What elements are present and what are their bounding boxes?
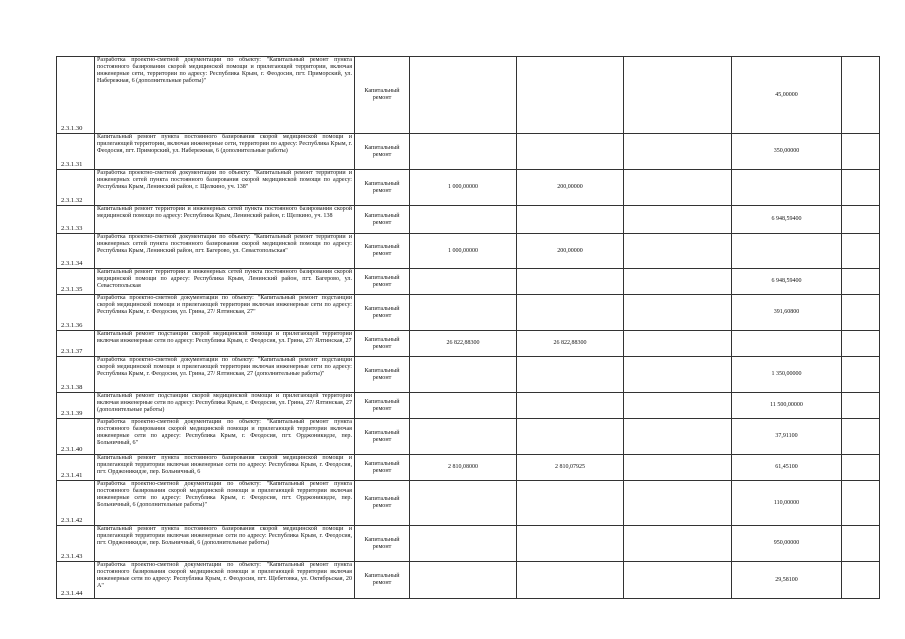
row-value-3 bbox=[624, 269, 732, 295]
row-description: Капитальный ремонт подстанции скорой медицинской помощи и прилегающей территории включая инженерные сети по адресу: Республика Крым, г. Феодосия, ул. Грина, 27/ Ялтинская, 27 bbox=[95, 331, 355, 357]
row-number: 2.3.1.36 bbox=[57, 295, 95, 331]
row-value-1 bbox=[410, 481, 517, 526]
row-value-3 bbox=[624, 393, 732, 419]
table-row bbox=[57, 562, 880, 599]
row-number: 2.3.1.41 bbox=[57, 455, 95, 481]
row-value-3 bbox=[624, 562, 732, 599]
row-description: Разработка проектно-сметной документации по объекту: "Капитальный ремонт подстанции скорой медицинской помощи и прилегающей территории включая инженерные сети по адресу: Республика Крым, г. Феодосия, ул. Грина, 27/ Ялтинская, 27 (дополнительные работы)" bbox=[95, 357, 355, 393]
table-row bbox=[57, 57, 880, 134]
row-work-type: Капитальный ремонт bbox=[355, 206, 410, 234]
row-value-2 bbox=[517, 481, 624, 526]
row-work-type: Капитальный ремонт bbox=[355, 170, 410, 206]
row-value-5 bbox=[842, 170, 880, 206]
table-row bbox=[57, 206, 880, 234]
row-value-3 bbox=[624, 357, 732, 393]
row-value-3 bbox=[624, 206, 732, 234]
row-value-4: 391,60800 bbox=[732, 295, 842, 331]
table-row bbox=[57, 357, 880, 393]
row-number: 2.3.1.30 bbox=[57, 57, 95, 134]
row-value-2 bbox=[517, 562, 624, 599]
row-value-4 bbox=[732, 234, 842, 269]
row-value-1: 1 000,00000 bbox=[410, 234, 517, 269]
row-value-2 bbox=[517, 393, 624, 419]
row-value-4 bbox=[732, 170, 842, 206]
row-value-1 bbox=[410, 562, 517, 599]
row-value-5 bbox=[842, 331, 880, 357]
row-value-3 bbox=[624, 134, 732, 170]
row-value-5 bbox=[842, 562, 880, 599]
row-value-5 bbox=[842, 234, 880, 269]
row-value-5 bbox=[842, 455, 880, 481]
row-description: Капитальный ремонт пункта постоянного базирования скорой медицинской помощи и прилегающей территории, включая инженерные сети, территории по адресу: Республика Крым, г. Феодосия, пгт. Приморский, ул. Набережная, 6 (дополнительные работы) bbox=[95, 134, 355, 170]
row-number: 2.3.1.34 bbox=[57, 234, 95, 269]
row-value-1 bbox=[410, 206, 517, 234]
row-value-2 bbox=[517, 206, 624, 234]
row-value-2: 200,00000 bbox=[517, 170, 624, 206]
row-value-4: 45,00000 bbox=[732, 57, 842, 134]
row-number: 2.3.1.40 bbox=[57, 419, 95, 455]
row-description: Капитальный ремонт подстанции скорой медицинской помощи и прилегающей территории включая инженерные сети по адресу: Республика Крым, г. Феодосия, ул. Грина, 27/ Ялтинская, 27 (дополнительные работы) bbox=[95, 393, 355, 419]
row-value-5 bbox=[842, 134, 880, 170]
row-number: 2.3.1.31 bbox=[57, 134, 95, 170]
row-value-1 bbox=[410, 134, 517, 170]
row-value-2 bbox=[517, 57, 624, 134]
row-work-type: Капитальный ремонт bbox=[355, 234, 410, 269]
row-description: Разработка проектно-сметной документации по объекту: "Капитальный ремонт подстанции скорой медицинской помощи и прилегающей территории включая инженерные сети по адресу: Республика Крым, г. Феодосия, ул. Грина, 27/ Ялтинская, 27" bbox=[95, 295, 355, 331]
table-row bbox=[57, 170, 880, 206]
row-value-1 bbox=[410, 57, 517, 134]
row-description: Разработка проектно-сметной документации по объекту: "Капитальный ремонт пункта постоянного базирования скорой медицинской помощи и прилегающей территории включая инженерные сети по адресу: Республика Крым, г. Феодосия, пгт. Орджоникидзе, пер. Больничный, 6 (дополнительные работы)" bbox=[95, 481, 355, 526]
row-value-2 bbox=[517, 419, 624, 455]
row-value-3 bbox=[624, 455, 732, 481]
row-work-type: Капитальный ремонт bbox=[355, 562, 410, 599]
row-value-5 bbox=[842, 419, 880, 455]
table-row bbox=[57, 295, 880, 331]
row-value-1 bbox=[410, 357, 517, 393]
row-value-5 bbox=[842, 206, 880, 234]
row-value-2 bbox=[517, 526, 624, 562]
row-value-3 bbox=[624, 419, 732, 455]
row-value-3 bbox=[624, 57, 732, 134]
row-value-3 bbox=[624, 170, 732, 206]
row-value-1 bbox=[410, 419, 517, 455]
table-row bbox=[57, 134, 880, 170]
row-number: 2.3.1.42 bbox=[57, 481, 95, 526]
row-number: 2.3.1.35 bbox=[57, 269, 95, 295]
table-row bbox=[57, 526, 880, 562]
table-row bbox=[57, 481, 880, 526]
row-value-5 bbox=[842, 295, 880, 331]
table-row bbox=[57, 234, 880, 269]
budget-table bbox=[56, 56, 880, 599]
row-description: Разработка проектно-сметной документации по объекту: "Капитальный ремонт пункта постоянного базирования скорой медицинской помощи и прилегающей территории включая инженерные сети по адресу: Республика Крым, г. Феодосия, пгт. Щебетовка, ул. Октябрьская, 20 А" bbox=[95, 562, 355, 599]
table-row bbox=[57, 331, 880, 357]
row-number: 2.3.1.44 bbox=[57, 562, 95, 599]
row-value-2: 2 810,07925 bbox=[517, 455, 624, 481]
row-value-1: 26 822,88300 bbox=[410, 331, 517, 357]
row-value-3 bbox=[624, 295, 732, 331]
row-value-4 bbox=[732, 331, 842, 357]
row-value-2 bbox=[517, 357, 624, 393]
row-value-4: 6 948,59400 bbox=[732, 206, 842, 234]
row-work-type: Капитальный ремонт bbox=[355, 269, 410, 295]
row-value-3 bbox=[624, 234, 732, 269]
row-value-2: 200,00000 bbox=[517, 234, 624, 269]
row-work-type: Капитальный ремонт bbox=[355, 393, 410, 419]
row-value-2 bbox=[517, 134, 624, 170]
row-value-3 bbox=[624, 331, 732, 357]
row-work-type: Капитальный ремонт bbox=[355, 57, 410, 134]
row-work-type: Капитальный ремонт bbox=[355, 481, 410, 526]
row-description: Капитальный ремонт территории и инженерных сетей пункта постоянного базирования скорой медицинской помощи по адресу: Республика Крым, Ленинский район, г. Щелкино, уч. 138 bbox=[95, 206, 355, 234]
row-value-5 bbox=[842, 526, 880, 562]
row-work-type: Капитальный ремонт bbox=[355, 526, 410, 562]
table-row bbox=[57, 419, 880, 455]
row-value-2 bbox=[517, 295, 624, 331]
row-value-4: 29,58100 bbox=[732, 562, 842, 599]
row-value-2 bbox=[517, 269, 624, 295]
row-value-4: 110,00000 bbox=[732, 481, 842, 526]
row-number: 2.3.1.43 bbox=[57, 526, 95, 562]
row-work-type: Капитальный ремонт bbox=[355, 455, 410, 481]
row-number: 2.3.1.37 bbox=[57, 331, 95, 357]
row-work-type: Капитальный ремонт bbox=[355, 134, 410, 170]
row-work-type: Капитальный ремонт bbox=[355, 357, 410, 393]
row-value-4: 37,91100 bbox=[732, 419, 842, 455]
row-description: Разработка проектно-сметной документации по объекту: "Капитальный ремонт пункта постоянного базирования скорой медицинской помощи и прилегающей территории, включая инженерные сети, территории по адресу: Республика Крым, г. Феодосия, пгт. Приморский, ул. Набережная, 6 (дополнительные работы)" bbox=[95, 57, 355, 134]
row-value-1 bbox=[410, 526, 517, 562]
row-value-3 bbox=[624, 481, 732, 526]
row-value-4: 950,00000 bbox=[732, 526, 842, 562]
row-value-1 bbox=[410, 295, 517, 331]
row-value-5 bbox=[842, 481, 880, 526]
row-value-5 bbox=[842, 269, 880, 295]
row-description: Капитальный ремонт пункта постоянного базирования скорой медицинской помощи и прилегающей территории включая инженерные сети по адресу: Республика Крым, г. Феодосия, пгт. Орджоникидзе, пер. Больничный, 6 (дополнительные работы) bbox=[95, 526, 355, 562]
row-value-5 bbox=[842, 357, 880, 393]
row-value-1: 1 000,00000 bbox=[410, 170, 517, 206]
row-value-4: 350,00000 bbox=[732, 134, 842, 170]
row-number: 2.3.1.32 bbox=[57, 170, 95, 206]
row-work-type: Капитальный ремонт bbox=[355, 331, 410, 357]
row-description: Разработка проектно-сметной документации по объекту: "Капитальный ремонт территории и инженерных сетей пункта постоянного базирования скорой медицинской помощи по адресу: Республика Крым, Ленинский район, г. Щелкино, уч. 138" bbox=[95, 170, 355, 206]
row-value-1 bbox=[410, 393, 517, 419]
row-number: 2.3.1.39 bbox=[57, 393, 95, 419]
table-row bbox=[57, 393, 880, 419]
row-description: Капитальный ремонт территории и инженерных сетей пункта постоянного базирования скорой медицинской помощи по адресу: Республика Крым, Ленинский район, пгт. Багерово, ул. Севастопольская bbox=[95, 269, 355, 295]
row-value-1: 2 810,08000 bbox=[410, 455, 517, 481]
row-value-4: 6 948,59400 bbox=[732, 269, 842, 295]
row-description: Разработка проектно-сметной документации по объекту: "Капитальный ремонт территории и инженерных сетей пункта постоянного базирования скорой медицинской помощи по адресу: Республика Крым, Ленинский район, пгт. Багерово, ул. Севастопольская" bbox=[95, 234, 355, 269]
row-value-2: 26 822,88300 bbox=[517, 331, 624, 357]
row-work-type: Капитальный ремонт bbox=[355, 295, 410, 331]
row-value-4: 61,45100 bbox=[732, 455, 842, 481]
row-value-4: 1 350,00000 bbox=[732, 357, 842, 393]
row-description: Капитальный ремонт пункта постоянного базирования скорой медицинской помощи и прилегающей территории включая инженерные сети по адресу: Республика Крым, г. Феодосия, пгт. Орджоникидзе, пер. Больничный, 6 bbox=[95, 455, 355, 481]
row-value-4: 11 500,00000 bbox=[732, 393, 842, 419]
row-value-5 bbox=[842, 57, 880, 134]
row-value-1 bbox=[410, 269, 517, 295]
row-description: Разработка проектно-сметной документации по объекту: "Капитальный ремонт пункта постоянного базирования скорой медицинской помощи и прилегающей территории включая инженерные сети по адресу: Республика Крым, г. Феодосия, пгт. Орджоникидзе, пер. Больничный, 6" bbox=[95, 419, 355, 455]
row-value-3 bbox=[624, 526, 732, 562]
row-value-5 bbox=[842, 393, 880, 419]
row-work-type: Капитальный ремонт bbox=[355, 419, 410, 455]
row-number: 2.3.1.38 bbox=[57, 357, 95, 393]
table-row bbox=[57, 269, 880, 295]
table-row bbox=[57, 455, 880, 481]
row-number: 2.3.1.33 bbox=[57, 206, 95, 234]
